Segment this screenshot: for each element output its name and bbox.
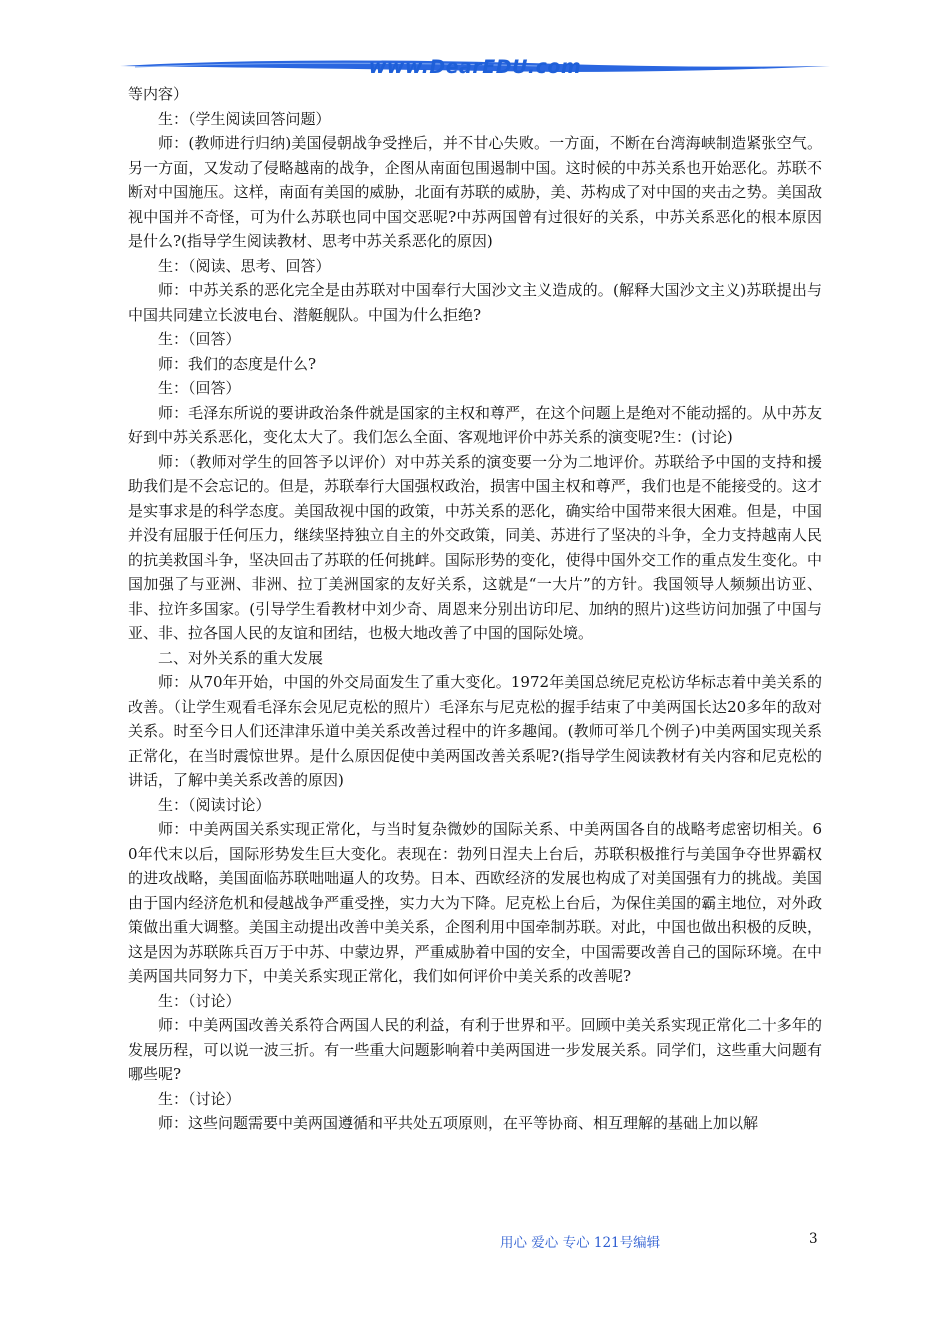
paragraph: 师：(教师进行归纳)美国侵朝战争受挫后，并不甘心失败。一方面，不断在台湾海峡制造紧张空气。另一方面，又发动了侵略越南的战争，企图从南面包围遏制中国。这时候的中苏关系也开始恶化。苏联不断对中国施压。这样，南面有美国的威胁，北面有苏联的威胁，美、苏构成了对中国的夹击之势。美国敌视中国并不奇怪，可为什么苏联也同中国交恶呢?中苏两国曾有过很好的关系，中苏关系恶化的根本原因是什么?(指导学生阅读教材、思考中苏关系恶化的原因) [128, 134, 822, 250]
paragraph: 等内容） [128, 85, 189, 103]
paragraph: 生：（阅读、思考、回答） [158, 256, 331, 275]
site-logo[interactable]: www.DearEDU.com [368, 56, 582, 78]
page-header [0, 0, 950, 88]
paragraph: 师：这些问题需要中美两国遵循和平共处五项原则，在平等协商、相互理解的基础上加以解 [158, 1114, 759, 1132]
paragraph: 师：从70年开始，中国的外交局面发生了重大变化。1972年美国总统尼克松访华标志着中美关系的改善。（让学生观看毛泽东会见尼克松的照片）毛泽东与尼克松的握手结束了中美两国长达20多年的敌对关系。时至今日人们还津津乐道中美关系改善过程中的许多趣闻。(教师可举几个例子)中美两国实现关系正常化，在当时震惊世界。是什么原因促使中美两国改善关系呢?(指导学生阅读教材有关内容和尼克松的讲话，了解中美关系改善的原因) [128, 673, 822, 789]
paragraph: 生：（学生阅读回答问题） [158, 109, 331, 128]
paragraph: 生：（回答） [158, 379, 241, 397]
footer-slogan: 用心 爱心 专心 121号编辑 [500, 1235, 661, 1251]
paragraph: 师：（教师对学生的回答予以评价）对中苏关系的演变要一分为二地评价。苏联给予中国的支持和援助我们是不会忘记的。但是，苏联奉行大国强权政治，损害中国主权和尊严，我们也是不能接受的。这才是实事求是的科学态度。美国敌视中国的政策，中苏关系的恶化，确实给中国带来很大困难。但是，中国并没有屈服于任何压力，继续坚持独立自主的外交政策，同美、苏进行了坚决的斗争，全力支持越南人民的抗美救国斗争，坚决回击了苏联的任何挑衅。国际形势的变化，使得中国外交工作的重点发生变化。中国加强了与亚洲、非洲、拉丁美洲国家的友好关系，这就是“一大片”的方针。我国领导人频频出访亚、非、拉许多国家。(引导学生看教材中刘少奇、周恩来分别出访印尼、加纳的照片)这些访问加强了中国与亚、非、拉各国人民的友谊和团结，也极大地改善了中国的国际处境。 [128, 452, 822, 642]
page-number: 3 [809, 1231, 818, 1247]
paragraph: 师：我们的态度是什么? [158, 354, 317, 373]
paragraph: 师：中苏关系的恶化完全是由苏联对中国奉行大国沙文主义造成的。(解释大国沙文主义)苏联提出与中国共同建立长波电台、潜艇舰队。中国为什么拒绝? [128, 281, 822, 324]
page-footer [0, 1231, 950, 1255]
paragraph: 二、对外关系的重大发展 [158, 648, 324, 667]
paragraph: 生：（讨论） [158, 991, 241, 1010]
paragraph: 师：中美两国改善关系符合两国人民的利益，有利于世界和平。回顾中美关系实现正常化二十多年的发展历程，可以说一波三折。有一些重大问题影响着中美两国进一步发展关系。同学们，这些重大问题有哪些呢? [128, 1016, 822, 1083]
paragraph: 生：（讨论） [158, 1089, 241, 1108]
paragraph: 生：（回答） [158, 330, 241, 348]
paragraph: 师：中美两国关系实现正常化，与当时复杂微妙的国际关系、中美两国各自的战略考虑密切相关。60年代末以后，国际形势发生巨大变化。表现在：勃列日涅夫上台后，苏联积极推行与美国争夺世界霸权的进攻战略，美国面临苏联咄咄逼人的攻势。日本、西欧经济的发展也构成了对美国强有力的挑战。美国由于国内经济危机和侵越战争严重受挫，实力大为下降。尼克松上台后，为保住美国的霸主地位，对外政策做出重大调整。美国主动提出改善中美关系，企图利用中国牵制苏联。对此，中国也做出积极的反映，这是因为苏联陈兵百万于中苏、中蒙边界，严重威胁着中国的安全，中国需要改善自己的国际环境。在中美两国共同努力下，中美关系实现正常化，我们如何评价中美关系的改善呢? [128, 820, 822, 985]
document-body [128, 82, 822, 1136]
paragraph: 生：（阅读讨论） [158, 795, 271, 814]
paragraph: 师：毛泽东所说的要讲政治条件就是国家的主权和尊严，在这个问题上是绝对不能动摇的。从中苏友好到中苏关系恶化，变化太大了。我们怎么全面、客观地评价中苏关系的演变呢?生：(讨论) [128, 403, 822, 446]
